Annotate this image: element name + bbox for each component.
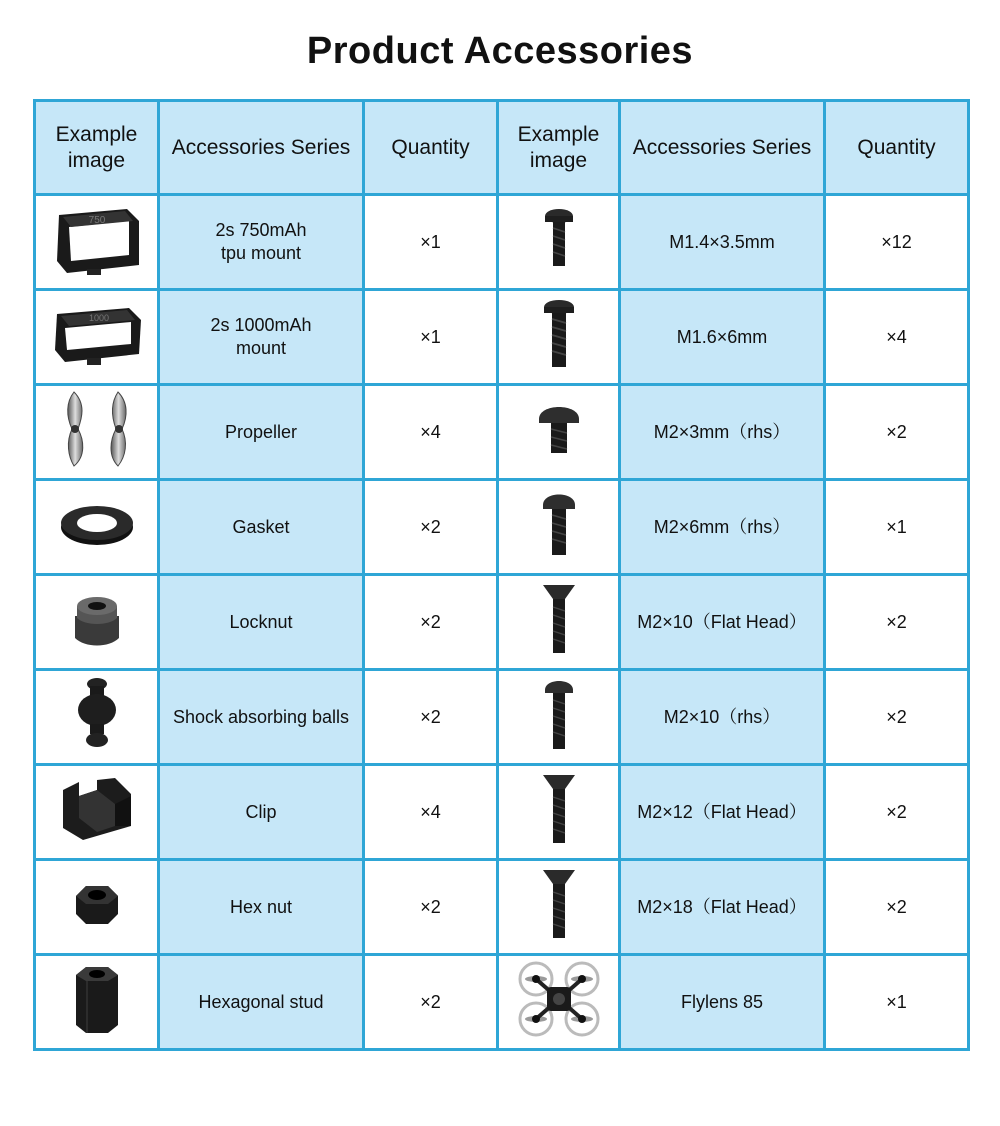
accessory-name: Shock absorbing balls (172, 706, 350, 727)
table-row (35, 955, 969, 1050)
right-accessory-name-cell (620, 765, 825, 860)
svg-text:750: 750 (88, 215, 105, 226)
right-quantity-cell (825, 195, 969, 290)
right-accessory-name-cell (620, 290, 825, 385)
left-accessory-name-cell (159, 955, 364, 1050)
left-accessory-name-cell (159, 765, 364, 860)
hexagonal-stud-icon (36, 963, 157, 1041)
accessory-name: Hexagonal stud (198, 991, 324, 1012)
right-example-image-cell (498, 290, 620, 385)
left-quantity-cell (364, 860, 498, 955)
accessory-name: M2×10（rhs） (663, 706, 781, 727)
header-quantity: Quantity (364, 101, 498, 195)
left-quantity-cell (364, 195, 498, 290)
accessory-quantity: ×2 (420, 516, 441, 537)
accessory-name: 2s 750mAh tpu mount (215, 220, 307, 263)
accessory-quantity: ×1 (420, 231, 441, 252)
accessory-quantity: ×4 (420, 421, 441, 442)
header-example-image: Example image (35, 101, 159, 195)
accessory-name: M2×6mm（rhs） (653, 516, 791, 537)
screw-round-long-icon (499, 676, 618, 758)
accessory-quantity: ×2 (886, 706, 907, 727)
accessory-quantity: ×12 (881, 231, 912, 252)
battery-mount-1000-icon (36, 294, 157, 380)
left-accessory-name-cell (159, 860, 364, 955)
right-accessory-name-cell (620, 955, 825, 1050)
accessory-quantity: ×4 (420, 801, 441, 822)
right-accessory-name-cell (620, 860, 825, 955)
accessory-name: M2×12（Flat Head） (637, 801, 807, 822)
accessory-name: M2×10（Flat Head） (637, 611, 807, 632)
svg-text:1000: 1000 (88, 313, 109, 323)
right-quantity-cell (825, 290, 969, 385)
screw-flat-head-icon (499, 866, 618, 948)
table-row (35, 290, 969, 385)
screw-flat-head-icon (499, 771, 618, 853)
shock-absorbing-ball-icon (36, 676, 157, 758)
left-accessory-name-cell (159, 385, 364, 480)
accessory-name: Hex nut (229, 896, 293, 917)
accessories-table (33, 99, 970, 1051)
accessory-quantity: ×1 (886, 991, 907, 1012)
left-quantity-cell (364, 765, 498, 860)
accessory-quantity: ×2 (886, 421, 907, 442)
right-example-image-cell (498, 860, 620, 955)
left-example-image-cell (35, 195, 159, 290)
table-row (35, 765, 969, 860)
right-example-image-cell (498, 575, 620, 670)
left-accessory-name-cell (159, 480, 364, 575)
accessory-quantity: ×2 (420, 611, 441, 632)
right-quantity-cell (825, 480, 969, 575)
header-accessories-series: Accessories Series (159, 101, 364, 195)
right-quantity-cell (825, 670, 969, 765)
left-accessory-name-cell (159, 195, 364, 290)
left-example-image-cell (35, 955, 159, 1050)
accessory-name: Gasket (232, 516, 290, 537)
screw-round-medium-icon (499, 489, 618, 565)
right-example-image-cell (498, 385, 620, 480)
propeller-icon (36, 386, 157, 478)
left-example-image-cell (35, 385, 159, 480)
accessory-quantity: ×4 (886, 326, 907, 347)
right-quantity-cell (825, 575, 969, 670)
table-row (35, 575, 969, 670)
left-accessory-name-cell (159, 670, 364, 765)
right-example-image-cell (498, 480, 620, 575)
screw-pan-short-icon (499, 206, 618, 278)
right-accessory-name-cell (620, 480, 825, 575)
table-row (35, 480, 969, 575)
accessory-name: Propeller (224, 421, 298, 442)
right-accessory-name-cell (620, 385, 825, 480)
table-row (35, 860, 969, 955)
left-accessory-name-cell (159, 290, 364, 385)
accessory-quantity: ×2 (886, 611, 907, 632)
accessory-quantity: ×2 (420, 896, 441, 917)
right-example-image-cell (498, 195, 620, 290)
accessory-name: Flylens 85 (680, 991, 764, 1012)
page-title: Product Accessories (306, 30, 694, 72)
left-quantity-cell (364, 290, 498, 385)
left-quantity-cell (364, 480, 498, 575)
right-example-image-cell (498, 670, 620, 765)
locknut-icon (36, 586, 157, 658)
left-quantity-cell (364, 955, 498, 1050)
screw-pan-medium-icon (499, 297, 618, 377)
table-row (35, 385, 969, 480)
right-quantity-cell (825, 765, 969, 860)
left-example-image-cell (35, 765, 159, 860)
accessory-quantity: ×1 (420, 326, 441, 347)
right-quantity-cell (825, 860, 969, 955)
accessory-quantity: ×1 (886, 516, 907, 537)
left-example-image-cell (35, 670, 159, 765)
battery-mount-750-icon (36, 199, 157, 285)
accessory-quantity: ×2 (886, 896, 907, 917)
accessory-name: 2s 1000mAh mount (210, 315, 312, 358)
left-example-image-cell (35, 290, 159, 385)
accessory-name: M1.4×3.5mm (669, 231, 775, 252)
left-quantity-cell (364, 385, 498, 480)
header-quantity-2: Quantity (825, 101, 969, 195)
left-example-image-cell (35, 575, 159, 670)
table-header-row (35, 101, 969, 195)
drone-flylens-icon (499, 959, 618, 1045)
right-accessory-name-cell (620, 670, 825, 765)
right-example-image-cell (498, 765, 620, 860)
right-example-image-cell (498, 955, 620, 1050)
right-quantity-cell (825, 955, 969, 1050)
screw-flat-head-icon (499, 581, 618, 663)
accessory-name: M1.6×6mm (676, 326, 768, 347)
clip-icon (36, 776, 157, 848)
accessory-quantity: ×2 (420, 706, 441, 727)
hex-nut-icon (36, 880, 157, 934)
left-quantity-cell (364, 575, 498, 670)
gasket-icon (36, 499, 157, 555)
left-example-image-cell (35, 860, 159, 955)
right-accessory-name-cell (620, 575, 825, 670)
header-accessories-series-2: Accessories Series (620, 101, 825, 195)
table-row (35, 670, 969, 765)
accessory-quantity: ×2 (886, 801, 907, 822)
table-row (35, 195, 969, 290)
screw-round-short-icon (499, 399, 618, 465)
accessory-quantity: ×2 (420, 991, 441, 1012)
accessory-name: M2×3mm（rhs） (653, 421, 791, 442)
left-accessory-name-cell (159, 575, 364, 670)
accessory-name: M2×18（Flat Head） (637, 896, 807, 917)
left-example-image-cell (35, 480, 159, 575)
right-accessory-name-cell (620, 195, 825, 290)
accessory-name: Locknut (229, 611, 293, 632)
right-quantity-cell (825, 385, 969, 480)
left-quantity-cell (364, 670, 498, 765)
accessory-name: Clip (245, 801, 277, 822)
header-example-image-2: Example image (498, 101, 620, 195)
